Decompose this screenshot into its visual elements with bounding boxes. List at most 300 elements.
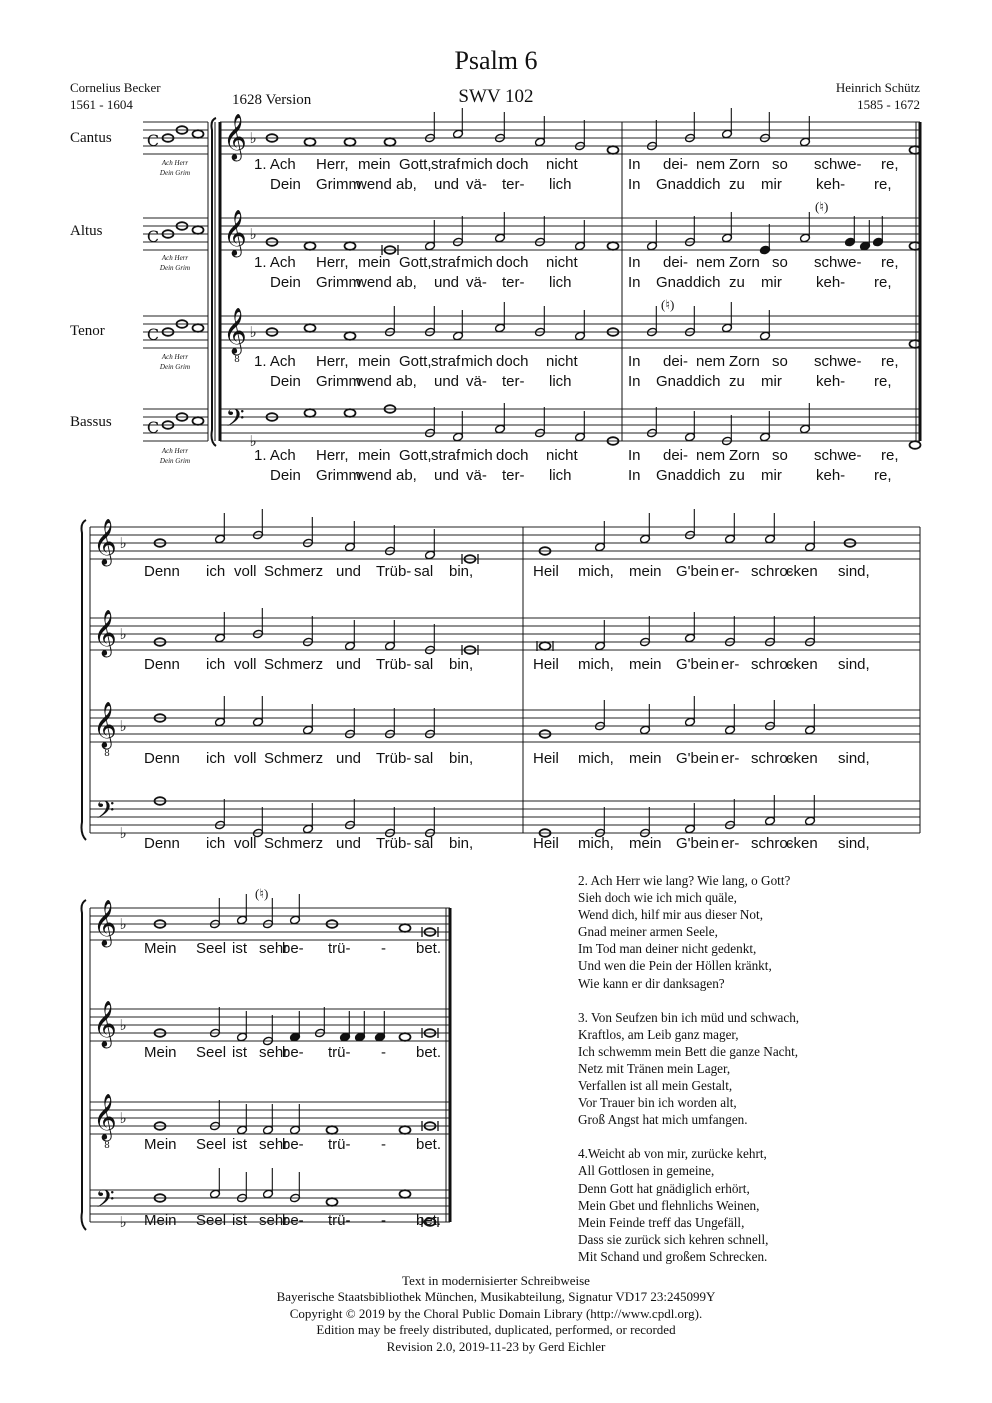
lyric-syllable: er- [721,835,740,852]
lyric-syllable: nem [696,353,726,370]
lyric-syllable: ist [232,940,247,957]
lyric-syllable: lich [549,274,572,291]
lyric-syllable: mich [461,156,493,173]
whole-note-icon [193,324,204,332]
treble-clef-icon: 𝄞 [93,900,117,946]
lyric-syllable: und [336,750,362,767]
lyric-syllable: mir [761,373,782,390]
lyric-syllable: mich [461,447,493,464]
lyric-syllable: Gott, [399,353,432,370]
mensuration-sign-icon: C [146,227,160,246]
lyric-syllable: doch [496,156,529,173]
lyric-syllable: re, [881,156,899,173]
mensuration-sign-icon: C [146,418,160,437]
lyric-syllable: be- [282,1212,304,1229]
lyric-syllable: schwe- [814,447,862,464]
lyric-syllable: und [336,563,362,580]
lyric-syllable: trü- [328,940,351,957]
lyric-syllable: In [628,373,641,390]
lyric-syllable: sind, [838,750,870,767]
bass-clef-icon: 𝄢 [225,404,245,439]
whole-note-icon [305,242,316,250]
lyric-syllable: Gnad [656,274,693,291]
poet-name: Cornelius Becker [70,80,161,95]
editorial-natural-label: (♮) [661,297,675,312]
whole-note-icon [345,242,356,250]
system-bracket [82,520,87,840]
lyric-syllable: Dein [270,176,301,193]
lyric-syllable: ab, [396,373,417,390]
lyric-syllable: In [628,176,641,193]
breve-note-icon [540,642,551,650]
treble-clef-icon: 𝄞 [93,1094,117,1140]
lyric-syllable: 1. Ach [254,447,296,464]
voice-label-cantus: Cantus [70,130,112,146]
octave-mark-icon: 8 [104,1141,110,1151]
lyric-syllable: G'bein [676,563,719,580]
lyric-syllable: lich [549,467,572,484]
lyric-syllable: sind, [838,563,870,580]
incipit-text-cantus: Ach Herr Dein Grim [159,159,191,177]
flat-sign-icon: ♭ [249,432,257,450]
flat-sign-icon: ♭ [119,534,127,552]
composer-name: Heinrich Schütz [835,80,920,95]
lyric-syllable: mich, [578,750,614,767]
lyric-syllable: und [336,835,362,852]
lyric-syllable: dei- [663,254,689,271]
lyric-syllable: cken [786,835,818,852]
lyric-syllable: ist [232,1212,247,1229]
lyric-syllable: keh- [816,373,846,390]
lyric-syllable: 1. Ach [254,353,296,370]
lyric-syllable: Schmerz [264,656,324,673]
lyric-syllable: ich [206,750,226,767]
lyric-syllable: mein [629,835,662,852]
lyric-syllable: keh- [816,274,846,291]
editorial-natural-label: (♮) [255,886,269,901]
whole-note-icon [327,1126,338,1134]
lyric-syllable: mein [358,254,391,271]
lyric-syllable: mein [358,447,391,464]
lyric-syllable: 1. Ach [254,254,296,271]
lyric-syllable: Grimm [316,373,361,390]
lyric-syllable: Mein [144,1136,177,1153]
lyric-syllable: wend [356,467,392,484]
lyric-syllable: ist [232,1136,247,1153]
whole-note-icon [400,1190,411,1198]
lyric-syllable: - [381,1136,386,1153]
bass-clef-icon: 𝄢 [95,1185,115,1220]
lyric-syllable: voll [234,563,257,580]
lyric-syllable: straf [431,447,461,464]
stanza-3: 3. Von Seufzen bin ich müd und schwach, Kraftlos, am Leib ganz mager, Ich schwemm mein Bett die ganze Nacht, Netz mit Tränen mein Lager, Verfallen ist all mein Gestalt, Vor Trauer bin ich worden alt, Groß Angst hat mich umfangen. [578,1009,800,1128]
lyric-syllable: re, [874,176,892,193]
lyric-syllable: vä- [466,274,487,291]
lyric-syllable: sehr [259,1212,289,1229]
lyric-syllable: ter- [502,373,525,390]
stanza-2: 2. Ach Herr wie lang? Wie lang, o Gott? Sieh doch wie ich mich quäle, Wend dich, hilf mir aus dieser Not, Gnad meiner armen Seele, Im Tod man deiner nicht gedenkt, Und wen die Pein der Höllen kränkt, Wie kann er dir danksagen? [578,873,791,991]
lyric-syllable: be- [282,1136,304,1153]
footer-line: Revision 2.0, 2019-11-23 by Gerd Eichler [386,1338,606,1354]
lyric-syllable: mir [761,467,782,484]
lyric-syllable: Seel [196,940,227,957]
lyric-syllable: dei- [663,447,689,464]
lyric-syllable: lich [549,176,572,193]
lyric-syllable: G'bein [676,835,719,852]
whole-note-icon [305,324,316,332]
lyric-syllable: schwe- [814,254,862,271]
lyric-syllable: Zorn [729,353,760,370]
lyric-syllable: In [628,353,641,370]
lyric-syllable: 1. Ach [254,156,296,173]
flat-sign-icon: ♭ [249,129,257,147]
lyric-syllable: Herr, [316,353,349,370]
lyric-syllable: G'bein [676,656,719,673]
lyric-syllable: und [434,467,460,484]
lyric-syllable: trü- [328,1044,351,1061]
lyric-syllable: keh- [816,176,846,193]
lyric-syllable: mich, [578,656,614,673]
whole-note-icon [193,130,204,138]
lyric-syllable: so [772,156,788,173]
flat-sign-icon: ♭ [119,1109,127,1127]
lyric-syllable: schwe- [814,353,862,370]
lyric-syllable: wend [356,373,392,390]
lyric-syllable: Dein [270,467,301,484]
lyric-syllable: Mein [144,1044,177,1061]
lyric-syllable: mein [629,750,662,767]
lyric-syllable: bet. [416,1044,442,1061]
lyric-syllable: sehr [259,1136,289,1153]
lyric-syllable: Mein [144,1212,177,1229]
lyric-syllable: schwe- [814,156,862,173]
lyric-syllable: Trüb- [376,563,412,580]
lyric-syllable: re, [881,353,899,370]
whole-note-icon [910,441,921,449]
lyric-syllable: nicht [546,254,578,271]
poet-dates: 1561 - 1604 [70,97,133,112]
lyric-syllable: er- [721,750,740,767]
whole-note-icon [608,146,619,154]
lyric-syllable: mein [629,563,662,580]
lyric-syllable: sal [414,656,434,673]
flat-sign-icon: ♭ [249,323,257,341]
whole-note-icon [193,417,204,425]
lyric-syllable: mich, [578,835,614,852]
lyric-syllable: trü- [328,1212,351,1229]
lyric-syllable: Dein [270,274,301,291]
lyric-syllable: doch [496,447,529,464]
lyric-syllable: zu [729,274,745,291]
whole-note-icon [385,138,396,146]
lyric-syllable: ter- [502,274,525,291]
flat-sign-icon: ♭ [119,1213,127,1231]
lyric-syllable: Grimm [316,467,361,484]
treble-clef-icon: 𝄞 [93,519,117,565]
lyric-syllable: bin, [449,750,474,767]
lyric-syllable: sal [414,750,434,767]
lyric-syllable: G'bein [676,750,719,767]
lyric-syllable: dei- [663,353,689,370]
lyric-syllable: Gott, [399,447,432,464]
footer-line: Bayerische Staatsbibliothek München, Musikabteilung, Signatur VD17 23:245099Y [276,1289,716,1305]
lyric-syllable: Grimm [316,176,361,193]
lyric-syllable: nicht [546,447,578,464]
flat-sign-icon: ♭ [119,1016,127,1034]
footer-line: Edition may be freely distributed, duplicated, performed, or recorded [316,1322,676,1338]
lyric-syllable: zu [729,467,745,484]
lyric-syllable: keh- [816,467,846,484]
lyric-syllable: Gnad [656,467,693,484]
lyric-syllable: Schmerz [264,563,324,580]
lyric-syllable: re, [874,373,892,390]
lyric-syllable: und [336,656,362,673]
lyric-syllable: Seel [196,1136,227,1153]
whole-note-icon [327,1198,338,1206]
lyric-syllable: Trüb- [376,656,412,673]
bass-clef-icon: 𝄢 [95,796,115,831]
whole-note-icon [345,332,356,340]
incipit-text-altus: Ach Herr Dein Grim [159,254,191,272]
incipit-text-bassus: Ach Herr Dein Grim [159,447,191,465]
lyric-syllable: mein [358,353,391,370]
lyric-syllable: Trüb- [376,750,412,767]
lyric-syllable: voll [234,750,257,767]
lyric-syllable: re, [874,274,892,291]
lyric-syllable: ter- [502,467,525,484]
whole-note-icon [305,138,316,146]
lyric-syllable: ter- [502,176,525,193]
flat-sign-icon: ♭ [119,717,127,735]
lyric-syllable: Seel [196,1044,227,1061]
footer-line: Text in modernisierter Schreibweise [402,1273,590,1288]
lyric-syllable: nem [696,254,726,271]
lyric-syllable: nem [696,156,726,173]
lyric-syllable: mir [761,176,782,193]
system-bracket [82,900,87,1230]
lyric-syllable: er- [721,656,740,673]
lyric-syllable: Schmerz [264,835,324,852]
flat-sign-icon: ♭ [119,915,127,933]
lyric-syllable: er- [721,563,740,580]
lyric-syllable: mich, [578,563,614,580]
lyric-syllable: Gott, [399,254,432,271]
lyric-syllable: voll [234,835,257,852]
lyric-syllable: Denn [144,750,180,767]
lyric-syllable: ab, [396,274,417,291]
lyric-syllable: Denn [144,656,180,673]
flat-sign-icon: ♭ [119,824,127,842]
lyric-syllable: Zorn [729,156,760,173]
treble-clef-icon: 𝄞 [223,308,247,354]
lyric-syllable: Denn [144,835,180,852]
lyric-syllable: Denn [144,563,180,580]
lyric-syllable: dei- [663,156,689,173]
lyric-syllable: nem [696,447,726,464]
stanza-4: 4.Weicht ab von mir, zurücke kehrt, All Gottlosen in gemeine, Denn Gott hat gnädiglich erhört, Mein Gbet und flehnlichs Weinen, Mein Feinde treff das Ungefäll, Dass sie zurück sich kehren schnell, Mit Schand und großem Schrecken. [578,1146,769,1264]
lyric-syllable: Trüb- [376,835,412,852]
lyric-syllable: mich [461,254,493,271]
lyric-syllable: voll [234,656,257,673]
whole-note-icon [400,924,411,932]
lyric-syllable: wend [356,176,392,193]
lyric-syllable: Zorn [729,254,760,271]
footer-credits [0,1273,992,1355]
lyric-syllable: nicht [546,353,578,370]
lyric-syllable: schro- [751,750,793,767]
flat-sign-icon: ♭ [249,225,257,243]
lyric-syllable: ist [232,1044,247,1061]
treble-clef-icon: 𝄞 [223,210,247,256]
lyric-syllable: re, [874,467,892,484]
lyric-syllable: cken [786,656,818,673]
treble-clef-icon: 𝄞 [223,114,247,160]
lyric-syllable: dich [693,373,721,390]
lyric-syllable: schro- [751,563,793,580]
lyric-syllable: In [628,254,641,271]
lyric-syllable: mich [461,353,493,370]
whole-note-icon [608,242,619,250]
lyric-syllable: vä- [466,176,487,193]
lyric-syllable: Grimm [316,274,361,291]
lyric-syllable: zu [729,373,745,390]
lyric-syllable: so [772,353,788,370]
lyric-syllable: be- [282,1044,304,1061]
lyric-syllable: bin, [449,835,474,852]
lyric-syllable: und [434,373,460,390]
treble-clef-icon: 𝄞 [93,610,117,656]
lyric-syllable: so [772,447,788,464]
whole-note-icon [400,1126,411,1134]
lyric-syllable: bet. [416,1136,442,1153]
lyric-syllable: doch [496,254,529,271]
lyric-syllable: sehr [259,1044,289,1061]
lyric-syllable: und [434,274,460,291]
lyric-syllable: Zorn [729,447,760,464]
lyric-syllable: Gnad [656,176,693,193]
lyric-syllable: ich [206,563,226,580]
lyric-syllable: lich [549,373,572,390]
voice-label-tenor: Tenor [70,323,105,339]
lyric-syllable: straf [431,156,461,173]
lyric-syllable: Dein [270,373,301,390]
whole-note-icon [400,1033,411,1041]
additional-stanzas [578,872,799,1282]
lyric-syllable: Heil [533,563,559,580]
lyric-syllable: mein [358,156,391,173]
lyric-syllable: so [772,254,788,271]
lyric-syllable: Heil [533,835,559,852]
lyric-syllable: trü- [328,1136,351,1153]
lyric-syllable: Schmerz [264,750,324,767]
footer-line: Copyright © 2019 by the Choral Public Domain Library (http://www.cpdl.org). [289,1305,703,1321]
lyric-syllable: In [628,447,641,464]
lyric-syllable: ich [206,656,226,673]
octave-mark-icon: 8 [234,355,240,365]
lyric-syllable: bet. [416,940,442,957]
lyric-syllable: wend [356,274,392,291]
lyric-syllable: dich [693,467,721,484]
lyric-syllable: Herr, [316,156,349,173]
lyric-syllable: In [628,274,641,291]
lyric-syllable: be- [282,940,304,957]
lyric-syllable: vä- [466,467,487,484]
lyric-syllable: sind, [838,656,870,673]
lyric-syllable: bet. [416,1212,442,1229]
voice-label-altus: Altus [70,223,103,239]
lyric-syllable: re, [881,447,899,464]
lyric-syllable: sal [414,835,434,852]
lyric-syllable: mir [761,274,782,291]
lyric-syllable: ab, [396,176,417,193]
page-title: Psalm 6 [454,46,538,75]
mensuration-sign-icon: C [146,131,160,150]
lyric-syllable: - [381,940,386,957]
lyric-syllable: sehr [259,940,289,957]
whole-note-icon [345,138,356,146]
lyric-syllable: re, [881,254,899,271]
lyric-syllable: Seel [196,1212,227,1229]
lyric-syllable: Gnad [656,373,693,390]
incipit-text-tenor: Ach Herr Dein Grim [159,353,191,371]
lyric-syllable: - [381,1212,386,1229]
lyric-syllable: zu [729,176,745,193]
lyric-syllable: sind, [838,835,870,852]
flat-sign-icon: ♭ [119,625,127,643]
lyric-syllable: dich [693,274,721,291]
whole-note-icon [345,409,356,417]
lyric-syllable: Heil [533,750,559,767]
lyric-syllable: ich [206,835,226,852]
whole-note-icon [305,409,316,417]
voice-label-bassus: Bassus [70,414,112,430]
treble-clef-icon: 𝄞 [93,702,117,748]
lyric-syllable: sal [414,563,434,580]
lyric-syllable: Gott, [399,156,432,173]
composer-dates: 1585 - 1672 [857,97,920,112]
catalog-number: SWV 102 [458,86,534,107]
lyric-syllable: In [628,156,641,173]
lyric-syllable: Herr, [316,254,349,271]
lyric-syllable: ab, [396,467,417,484]
lyric-syllable: mein [629,656,662,673]
lyric-syllable: bin, [449,656,474,673]
lyric-syllable: straf [431,353,461,370]
lyric-syllable: Mein [144,940,177,957]
lyric-syllable: cken [786,750,818,767]
lyric-syllable: schro- [751,835,793,852]
lyric-syllable: dich [693,176,721,193]
lyric-syllable: - [381,1044,386,1061]
lyric-syllable: vä- [466,373,487,390]
lyric-syllable: In [628,467,641,484]
version-label: 1628 Version [232,92,312,108]
lyric-syllable: straf [431,254,461,271]
lyric-syllable: nicht [546,156,578,173]
treble-clef-icon: 𝄞 [93,1001,117,1047]
octave-mark-icon: 8 [104,749,110,759]
lyric-syllable: und [434,176,460,193]
lyric-syllable: Herr, [316,447,349,464]
editorial-natural-label: (♮) [815,199,829,214]
lyric-syllable: doch [496,353,529,370]
lyric-syllable: Heil [533,656,559,673]
mensuration-sign-icon: C [146,325,160,344]
lyric-syllable: schro- [751,656,793,673]
lyric-syllable: bin, [449,563,474,580]
lyric-syllable: cken [786,563,818,580]
whole-note-icon [193,226,204,234]
